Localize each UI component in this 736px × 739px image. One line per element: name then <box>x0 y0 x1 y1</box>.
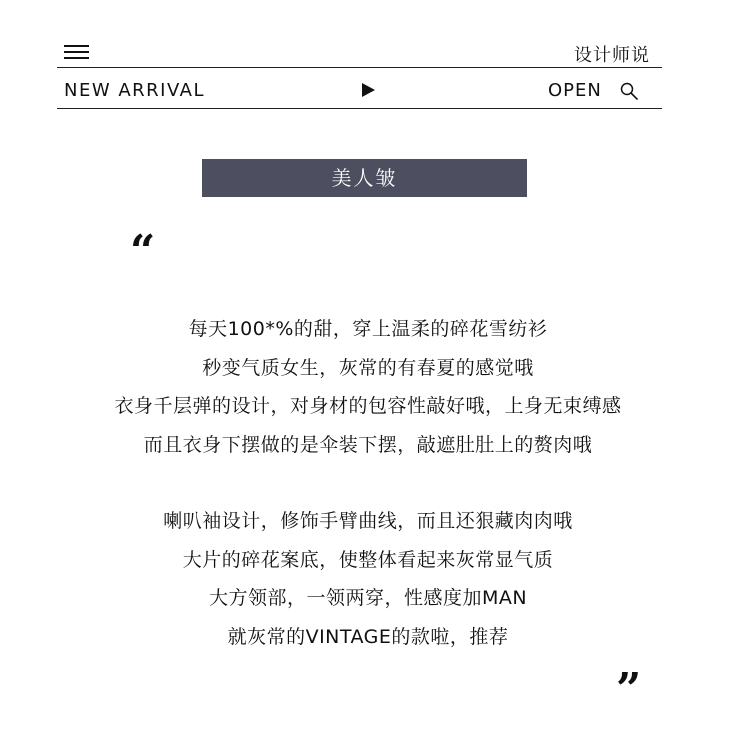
open-link[interactable]: OPEN <box>548 80 602 101</box>
play-icon[interactable] <box>362 83 375 97</box>
paragraph-line: 衣身千层弹的设计，对身材的包容性敲好哦，上身无束缚感 <box>114 395 622 417</box>
designer-talk-link[interactable]: 设计师说 <box>574 45 650 66</box>
paragraph-line: 喇叭袖设计，修饰手臂曲线，而且还狠藏肉肉哦 <box>163 510 573 532</box>
description-paragraph-1 <box>0 310 736 464</box>
hamburger-menu-icon[interactable] <box>64 44 89 60</box>
new-arrival-link[interactable]: NEW ARRIVAL <box>64 80 205 101</box>
paragraph-line: 而且衣身下摆做的是伞装下摆，敲遮肚肚上的赘肉哦 <box>143 433 593 456</box>
description-paragraph-2 <box>0 502 736 656</box>
open-quote-mark: “ <box>130 226 156 277</box>
paragraph-line: 大片的碎花案底，使整体看起来灰常显气质 <box>182 548 554 571</box>
section-title-banner: 美人皱 <box>202 159 527 197</box>
paragraph-line: 就灰常的VINTAGE的款啦，推荐 <box>227 625 509 648</box>
paragraph-line: 每天100*%的甜，穿上温柔的碎花雪纺衫 <box>188 318 548 340</box>
paragraph-line: 秒变气质女生，灰常的有春夏的感觉哦 <box>202 356 534 379</box>
header-divider-bottom <box>57 108 662 109</box>
paragraph-line: 大方领部，一领两穿，性感度加MAN <box>208 587 528 609</box>
search-icon[interactable] <box>620 82 638 100</box>
close-quote-mark: ” <box>616 664 642 715</box>
header-divider-top <box>57 67 662 68</box>
